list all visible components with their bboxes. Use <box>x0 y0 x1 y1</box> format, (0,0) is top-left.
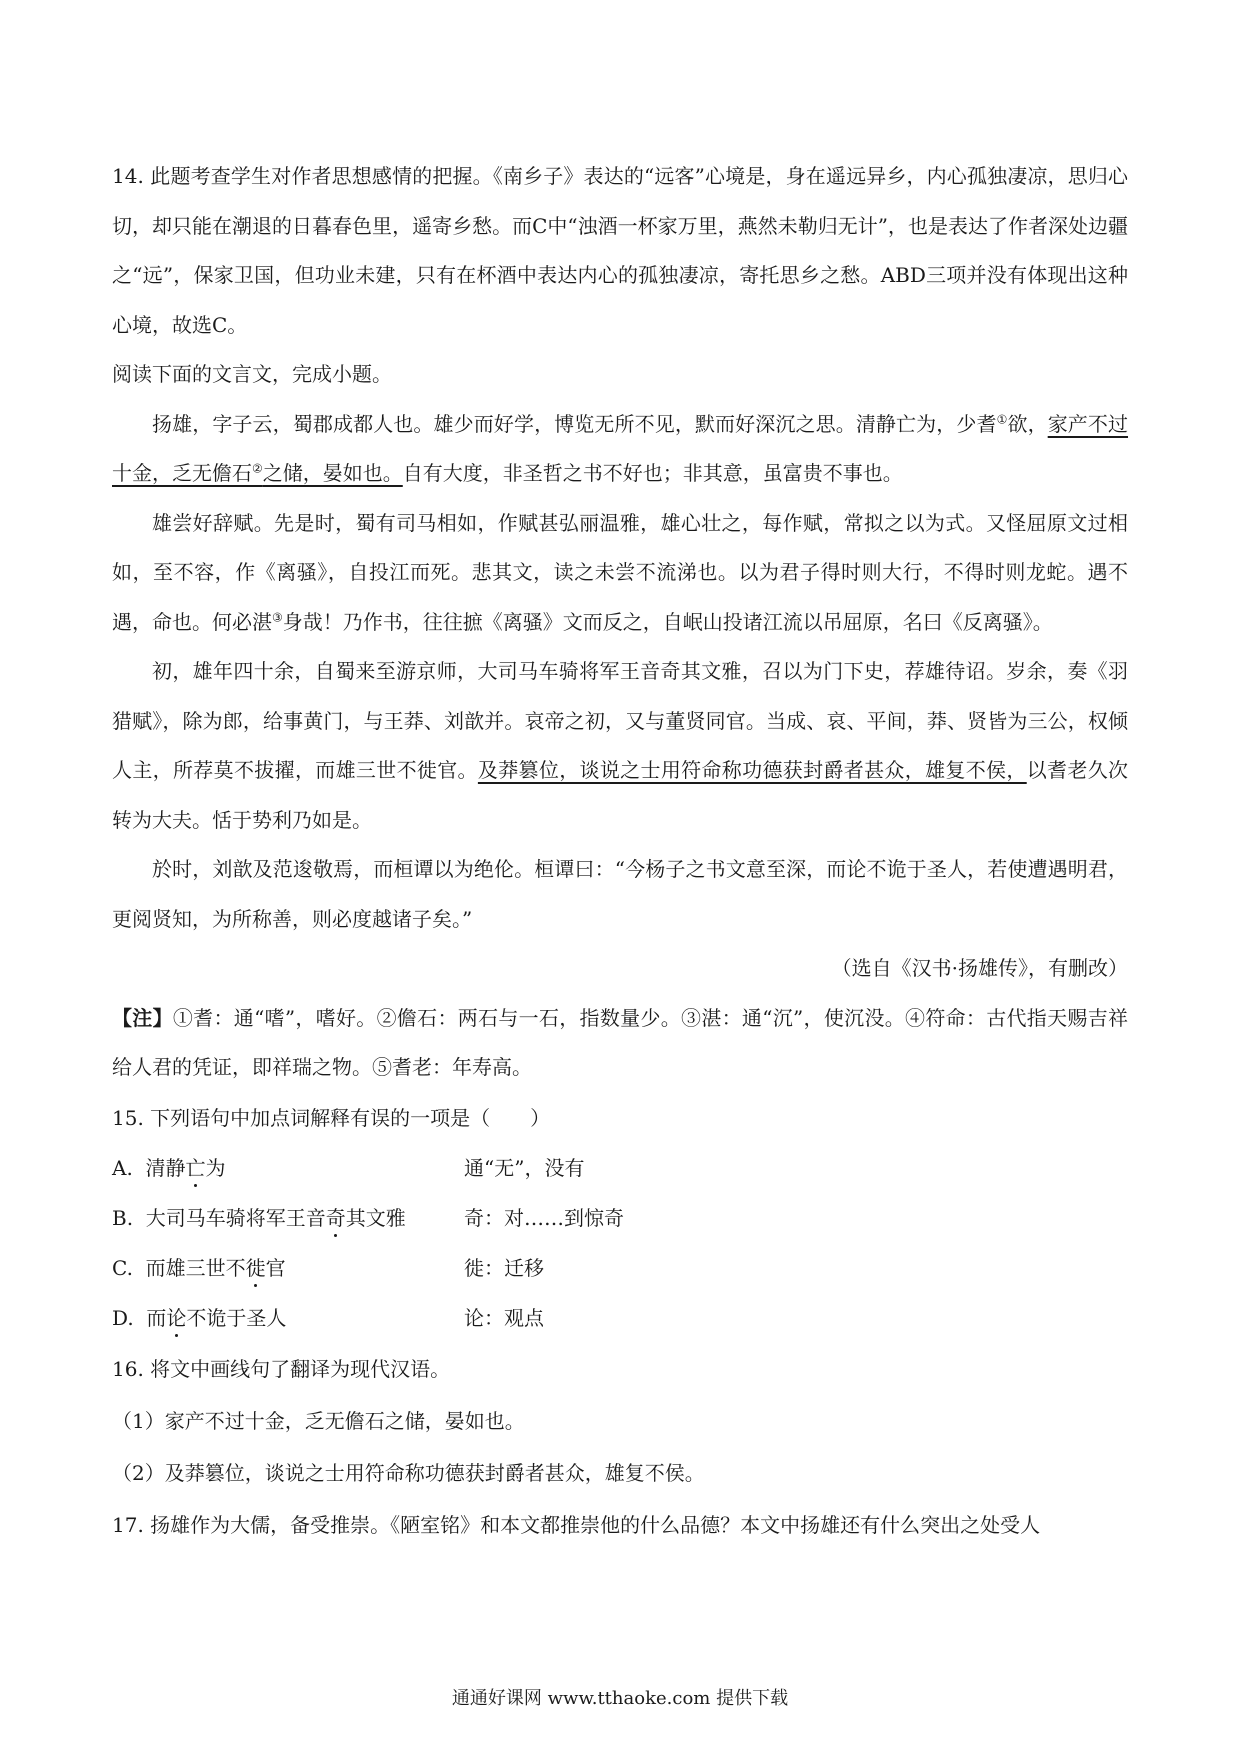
option-d: D. 而论不诡于圣人 论：观点 <box>112 1305 544 1330</box>
passage-paragraph-3: 初，雄年四十余，自蜀来至游京师，大司马车骑将军王音奇其文雅，召以为门下史，荐雄待诏。岁余，奏《羽猎赋》，除为郎，给事黄门，与王莽、刘歆并。哀帝之初，又与董贤同官。当成、哀、平间，莽、贤皆为三公，权倾人主，所荐莫不拔擢，而雄三世不徙官。及莽篡位，谈说之士用符命称功德获封爵者甚众，雄复不侯，以耆老久次转为大夫。恬于势利乃如是。 <box>112 659 1129 832</box>
question-16-sentence-2: （2）及莽篡位，谈说之士用符命称功德获封爵者甚众，雄复不侯。 <box>112 1460 705 1485</box>
question-15-stem: 15. 下列语句中加点词解释有误的一项是（ ） <box>112 1105 551 1130</box>
document-body <box>112 152 1128 1551</box>
note-tag: 【注】 <box>112 1005 173 1030</box>
option-c: C. 而雄三世不徙官 徙：迁移 <box>112 1255 544 1280</box>
option-b: B. 大司马车骑将军王音奇其文雅 奇：对……到惊奇 <box>112 1205 624 1230</box>
option-a: A. 清静亡为 通“无”，没有 <box>112 1155 585 1180</box>
passage-source: （选自《汉书·扬雄传》，有删改） <box>831 956 1128 980</box>
question-17-stem: 17. 扬雄作为大儒，备受推崇。《陋室铭》和本文都推崇他的什么品德？本文中扬雄还有什么突出之处受人 <box>112 1512 1041 1537</box>
passage-paragraph-2: 雄尝好辞赋。先是时，蜀有司马相如，作赋甚弘丽温雅，雄心壮之，每作赋，常拟之以为式。又怪屈原文过相如，至不容，作《离骚》，自投江而死。悲其文，读之未尝不流涕也。以为君子得时则大行，不得时则龙蛇。遇不遇，命也。何必湛③身哉！乃作书，往往摭《离骚》文而反之，自岷山投诸江流以吊屈原，名曰《反离骚》。 <box>112 510 1128 634</box>
page-footer: 通通好课网 www.tthaoke.com 提供下载 <box>451 1688 789 1709</box>
annotation-notes: 【注】①耆：通“嗜”，嗜好。②儋石：两石与一石，指数量少。③湛：通“沉”，使沉没。④符命：古代指天赐吉祥给人君的凭证，即祥瑞之物。⑤耆老：年寿高。 <box>112 1005 1128 1079</box>
reading-instruction: 阅读下面的文言文，完成小题。 <box>112 362 392 386</box>
answer-14: 14. 此题考查学生对作者思想感情的把握。《南乡子》表达的“远客”心境是，身在遥远异乡，内心孤独凄凉，思归心切，却只能在潮退的日暮春色里，遥寄乡愁。而C中“浊酒一杯家万里，燕然未勒归无计”，也是表达了作者深处边疆之“远”，保家卫国，但功业未建，只有在杯酒中表达内心的孤独凄凉，寄托思乡之愁。ABD三项并没有体现出这种心境，故选C。 <box>112 164 1128 337</box>
question-16-sentence-1: （1）家产不过十金，乏无儋石之储，晏如也。 <box>112 1408 525 1433</box>
underlined-sentence-1: 家产不过十金，乏无儋石②之储，晏如也。 <box>112 411 1129 485</box>
underlined-sentence-2: 及莽篡位，谈说之士用符命称功德获封爵者甚众，雄复不侯， <box>477 758 1027 782</box>
passage-paragraph-4: 於时，刘歆及范逡敬焉，而桓谭以为绝伦。桓谭曰：“今杨子之书文意至深，而论不诡于圣人，若使遭遇明君，更阅贤知，为所称善，则必度越诸子矣。” <box>112 857 1128 931</box>
passage-paragraph-1: 扬雄，字子云，蜀郡成都人也。雄少而好学，博览无所不见，默而好深沉之思。清静亡为，少耆①欲，家产不过十金，乏无儋石②之储，晏如也。自有大度，非圣哲之书不好也；非其意，虽富贵不事也。 <box>112 411 1129 485</box>
question-16-stem: 16. 将文中画线句了翻译为现代汉语。 <box>112 1356 451 1381</box>
